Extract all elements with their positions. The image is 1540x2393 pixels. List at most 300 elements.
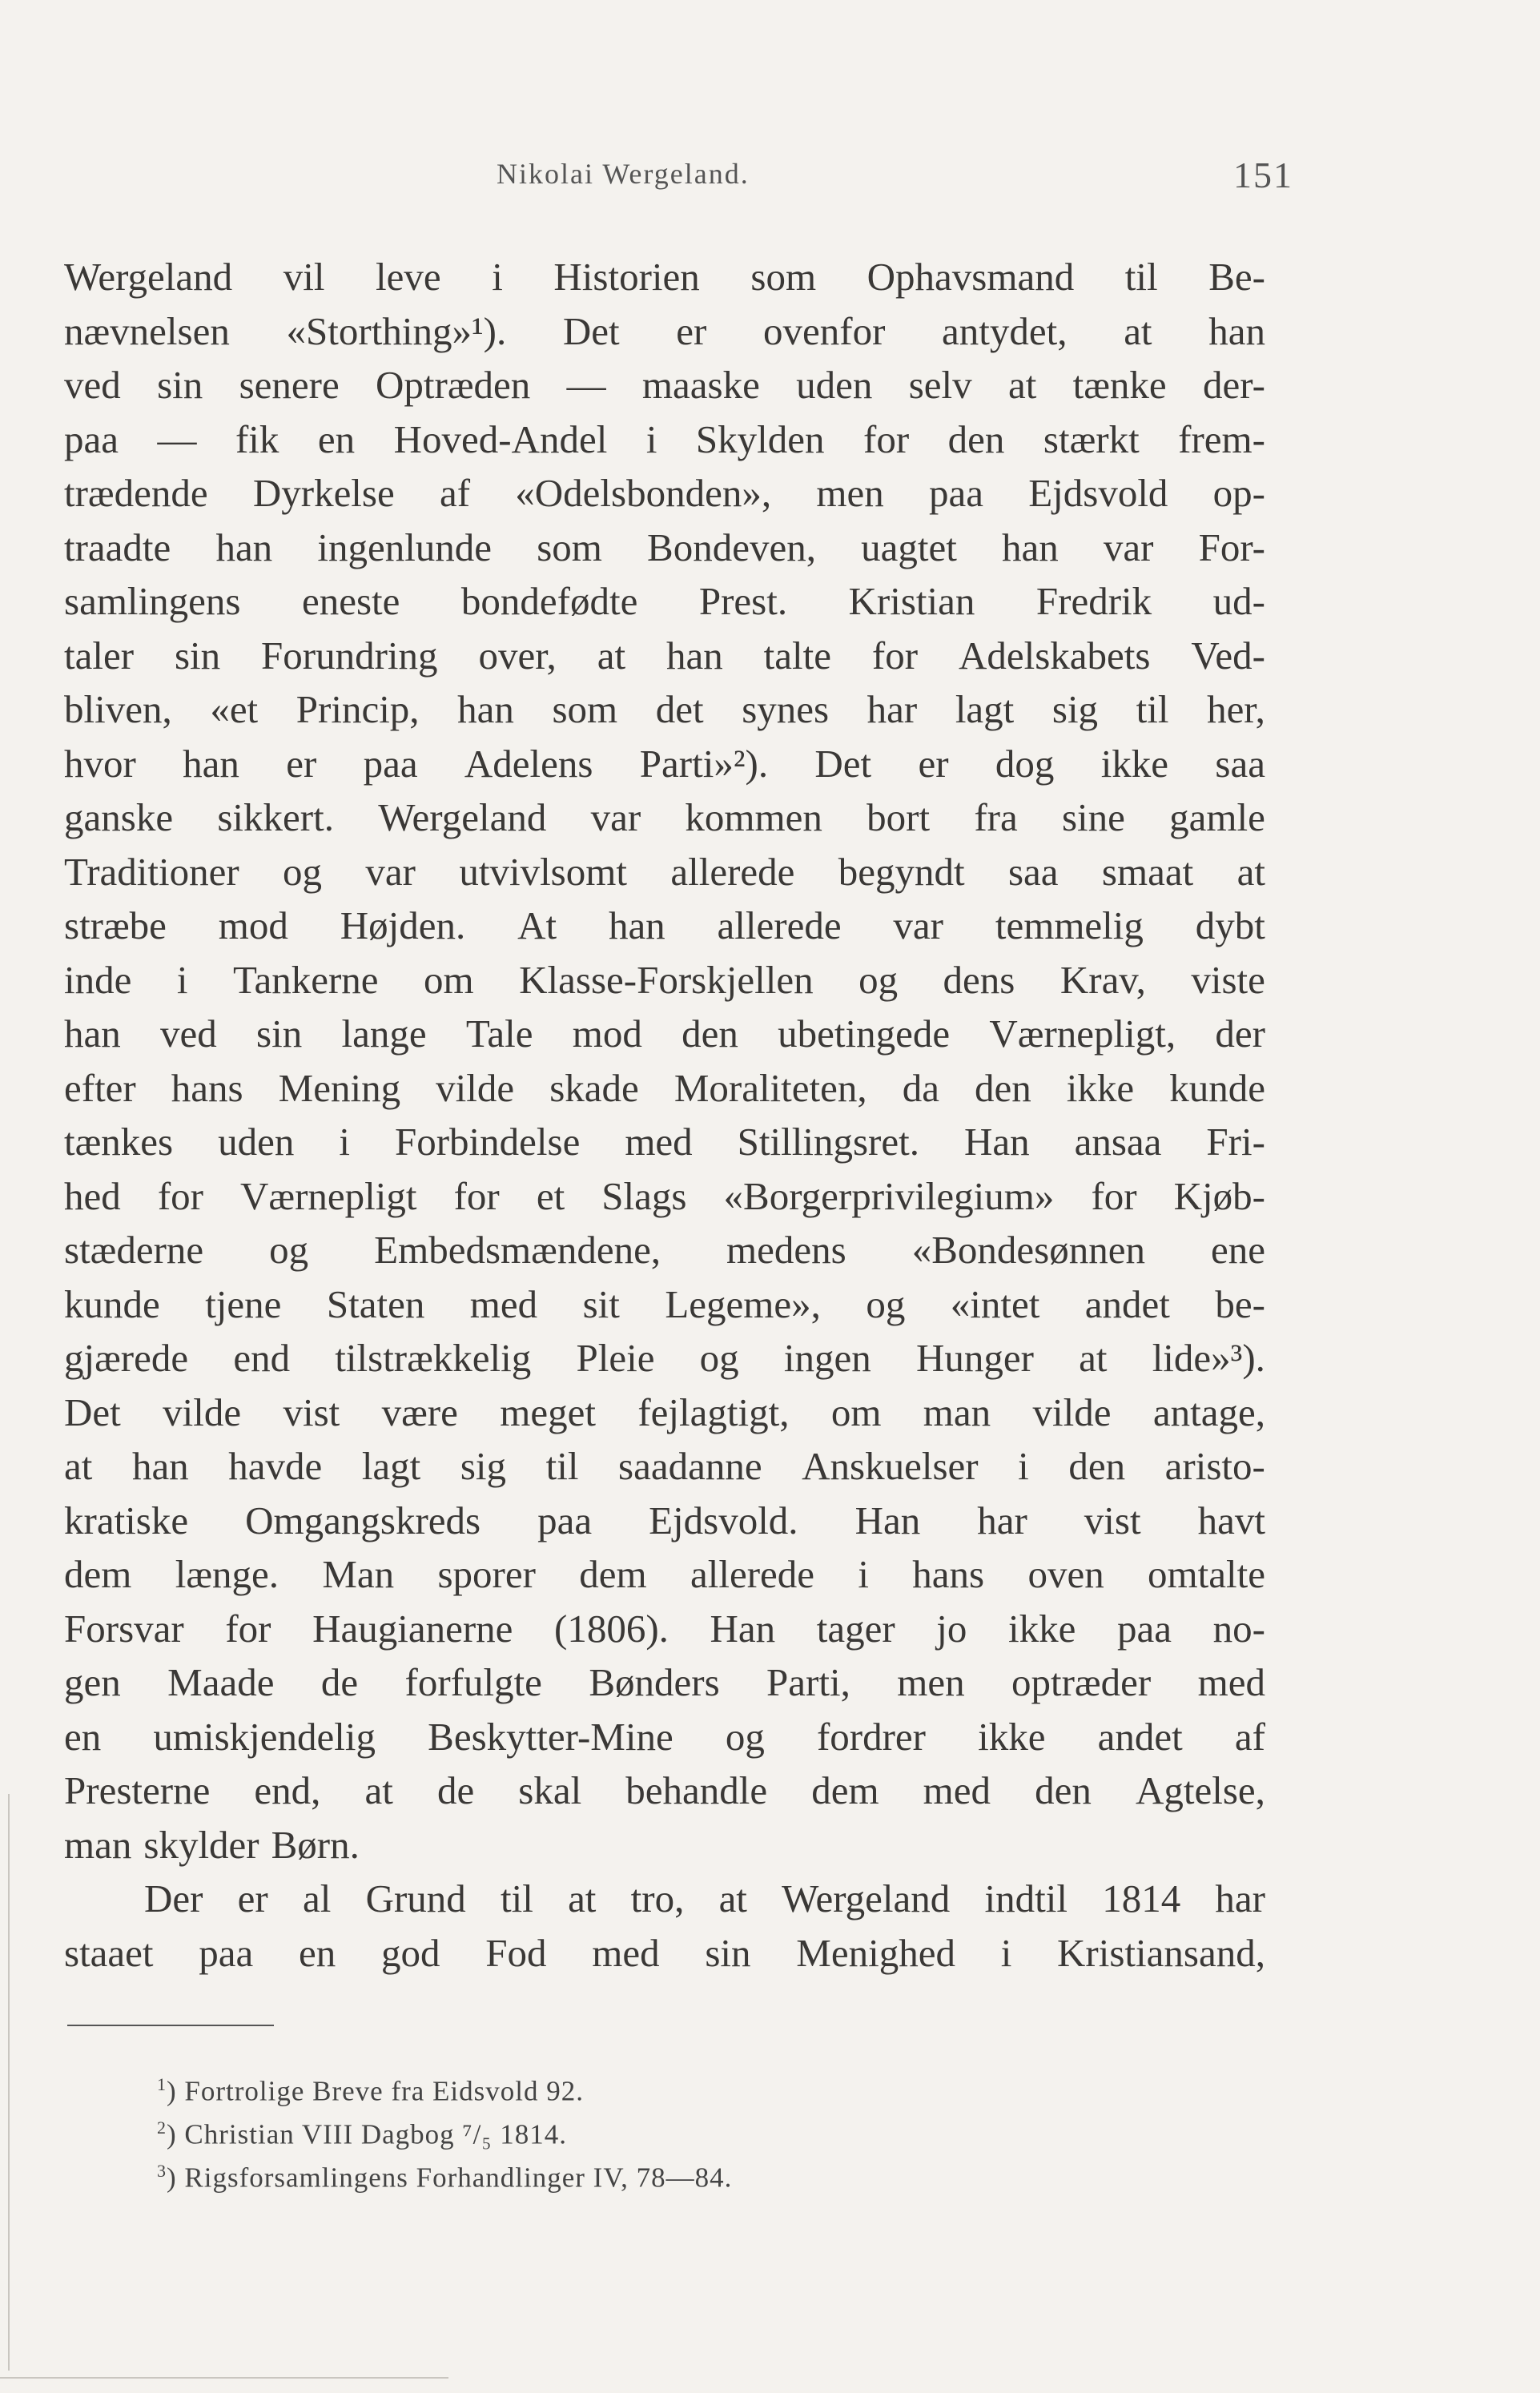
text-line (64, 1655, 1265, 1710)
edge-mark (0, 2377, 448, 2379)
word: senere (239, 363, 340, 407)
word: i (645, 416, 657, 461)
text-line (64, 1547, 1265, 1602)
word: frem- (1178, 416, 1265, 461)
word: mod (218, 903, 288, 947)
word: Han (710, 1606, 776, 1651)
word: Ophavsmand (867, 255, 1075, 299)
text-line (64, 1926, 1265, 1981)
word: «Storthing»¹). (286, 308, 507, 353)
word: At (517, 903, 557, 947)
word: i (1000, 1930, 1012, 1975)
word: uden (796, 363, 873, 407)
word: tænke (1072, 363, 1167, 407)
word: (1806). (554, 1606, 669, 1651)
word: ganske (64, 795, 174, 839)
word: sig (460, 1444, 507, 1488)
word: Haugianerne (312, 1606, 513, 1651)
word: traadte (64, 525, 171, 569)
word: der (1215, 1011, 1265, 1056)
word: sine (1061, 795, 1125, 839)
word: skal (518, 1768, 582, 1812)
word: vil (283, 255, 325, 299)
word: fra (974, 795, 1018, 839)
word: Værnepligt (240, 1173, 417, 1218)
text-line (64, 1818, 1265, 1872)
word: en (299, 1930, 336, 1975)
word: Dyrkelse (252, 471, 395, 515)
word: han (1208, 308, 1265, 353)
word: at (364, 1768, 393, 1812)
footnote-2: $^2$) Christian VIII Dagbog ⁷/₅ 1814. (157, 2118, 568, 2150)
text-line (64, 250, 1265, 304)
word: dybt (1195, 903, 1265, 947)
word: Ejdsvold. (649, 1498, 798, 1542)
word: oven (1027, 1552, 1104, 1596)
word: Tale (465, 1011, 533, 1056)
margin-mark (8, 1794, 10, 2371)
word: efter (64, 1065, 136, 1110)
text-line (64, 845, 1265, 899)
word: lagt (955, 687, 1015, 731)
word: Parti»²). (639, 741, 769, 786)
word: som (750, 255, 817, 299)
word: antage, (1152, 1390, 1265, 1434)
word: «Odelsbonden», (515, 471, 772, 515)
word: gjærede (64, 1336, 189, 1380)
word: og (269, 1228, 309, 1272)
word: Værnepligt, (989, 1011, 1176, 1056)
word: hans (912, 1552, 985, 1596)
word: den (1068, 1444, 1126, 1488)
word: her, (1207, 687, 1265, 731)
word: fik (235, 416, 279, 461)
footnotes (157, 2063, 732, 2193)
text-line (64, 1764, 1265, 1818)
word: at (568, 1876, 597, 1920)
word: paa (1117, 1606, 1172, 1651)
word: for (225, 1606, 271, 1651)
word: forfulgte (404, 1660, 542, 1704)
word: For- (1198, 525, 1265, 569)
word: paa (363, 741, 418, 786)
word: utvivlsomt (459, 849, 627, 894)
word: Han (963, 1120, 1030, 1164)
word: lide»³). (1152, 1336, 1265, 1380)
word: Forsvar (64, 1606, 184, 1651)
word: Wergeland (64, 255, 233, 299)
word: Ved- (1191, 633, 1265, 678)
word: no- (1212, 1606, 1265, 1651)
word: Staten (326, 1281, 425, 1326)
word: at (597, 633, 626, 678)
word: paa (537, 1498, 593, 1542)
text-line (64, 1169, 1265, 1224)
word: tænkes (64, 1120, 174, 1164)
word: ingen (783, 1336, 871, 1380)
word: at (1007, 363, 1037, 407)
word: Beskytter-Mine (428, 1714, 673, 1759)
word: Adelskabets (958, 633, 1151, 678)
word: han (215, 525, 273, 569)
word: uden (218, 1120, 295, 1164)
word: Wergeland (378, 795, 547, 839)
word: end (233, 1336, 291, 1380)
word: Bondeven, (647, 525, 816, 569)
word: havde (228, 1444, 323, 1488)
word: Pleie (576, 1336, 655, 1380)
text-line (64, 1331, 1265, 1386)
word: han (608, 903, 665, 947)
word: umiskjendelig (153, 1714, 376, 1759)
word: mod (572, 1011, 642, 1056)
word: vilde (1032, 1390, 1112, 1434)
word: med (923, 1768, 991, 1812)
word: Be- (1208, 255, 1265, 299)
word: talte (763, 633, 831, 678)
word: de (320, 1660, 359, 1704)
word: og (699, 1336, 739, 1380)
word: saadanne (618, 1444, 762, 1488)
word: han (64, 1011, 121, 1056)
text-line (64, 1439, 1265, 1494)
word: Historien (553, 255, 700, 299)
word: at (1124, 308, 1152, 353)
word: end, (254, 1768, 321, 1812)
word: «Bondesønnen (911, 1228, 1145, 1272)
word: at (1236, 849, 1265, 894)
word: Optræden (376, 363, 531, 407)
word: Prest. (698, 579, 788, 623)
word: med (1197, 1660, 1265, 1704)
word: al (302, 1876, 332, 1920)
word: inde (64, 957, 132, 1002)
word: man (923, 1390, 991, 1434)
word: af (1234, 1714, 1265, 1759)
word: han (666, 633, 723, 678)
word: «Borgerprivilegium» (723, 1173, 1055, 1218)
word: var (893, 903, 943, 947)
word: ingenlunde (317, 525, 493, 569)
word: Kjøb- (1173, 1173, 1265, 1218)
text-line (64, 574, 1265, 629)
word: vilde (163, 1390, 242, 1434)
text-line (64, 953, 1265, 1007)
word: han (131, 1444, 189, 1488)
word: taler (64, 633, 135, 678)
word: er (918, 741, 949, 786)
word: Der (144, 1876, 203, 1920)
word: havt (1197, 1498, 1265, 1542)
word: bliven, (64, 687, 172, 731)
word: Forbindelse (394, 1120, 581, 1164)
word: dem (579, 1552, 647, 1596)
word: at (64, 1444, 93, 1488)
footnote-3: $^3$) Rigsforsamlingens Forhandlinger IV, 78—84. (157, 2161, 733, 2194)
word: i (339, 1120, 350, 1164)
word: Princip, (296, 687, 420, 731)
word: Han (854, 1498, 921, 1542)
word: om (424, 957, 474, 1002)
word: var (590, 795, 641, 839)
word: den (1035, 1768, 1092, 1812)
word: medens (726, 1228, 846, 1272)
word: skylder (143, 1822, 259, 1867)
text-line (64, 521, 1265, 575)
word: ud- (1212, 579, 1265, 623)
word: med (592, 1930, 660, 1975)
word: ovenfor (763, 308, 886, 353)
word: Fri- (1206, 1120, 1265, 1164)
word: Slags (601, 1173, 687, 1218)
word: af (439, 471, 471, 515)
word: og (725, 1714, 765, 1759)
word: samlingens (64, 579, 241, 623)
word: ikke (1100, 741, 1169, 786)
word: dens (943, 957, 1015, 1002)
word: og (283, 849, 323, 894)
word: ene (1210, 1228, 1265, 1272)
word: i (492, 255, 503, 299)
word: Agtelse, (1135, 1768, 1265, 1812)
word: paa (199, 1930, 254, 1975)
word: Moraliteten, (673, 1065, 867, 1110)
word: synes (742, 687, 830, 731)
word: stæderne (64, 1228, 204, 1272)
word: Skylden (695, 416, 825, 461)
word: Kristian (848, 579, 975, 623)
word: kunde (64, 1281, 160, 1326)
word: Mening (278, 1065, 401, 1110)
word: maaske (641, 363, 760, 407)
word: kommen (685, 795, 822, 839)
word: Stillingsret. (737, 1120, 919, 1164)
text-line (64, 737, 1265, 791)
text-line (64, 790, 1265, 845)
word: Anskuelser (802, 1444, 979, 1488)
word: stræbe (64, 903, 167, 947)
text-line (64, 1602, 1265, 1656)
word: længe. (175, 1552, 279, 1596)
word: var (365, 849, 416, 894)
word: sit (582, 1281, 620, 1326)
word: allerede (717, 903, 842, 947)
word: sin (157, 363, 203, 407)
word: han (457, 687, 514, 731)
word: ansaa (1074, 1120, 1162, 1164)
word: antydet, (942, 308, 1068, 353)
word: er (237, 1876, 268, 1920)
footnote-mark: 2 (157, 2118, 167, 2138)
word: at (1079, 1336, 1108, 1380)
word: ved (160, 1011, 217, 1056)
word: som (537, 525, 602, 569)
word: ikke (1008, 1606, 1076, 1651)
word: omtalte (1148, 1552, 1265, 1596)
word: han (1001, 525, 1059, 569)
word: fejlagtigt, (637, 1390, 790, 1434)
word: og (858, 957, 899, 1002)
text-line (64, 682, 1265, 737)
word: en (64, 1714, 102, 1759)
word: begyndt (838, 849, 965, 894)
word: Krav, (1060, 957, 1146, 1002)
word: god (381, 1930, 440, 1975)
text-line (64, 1386, 1265, 1440)
word: Omgangskreds (245, 1498, 481, 1542)
word: et (536, 1173, 565, 1218)
running-head (0, 157, 1540, 205)
word: Traditioner (64, 849, 239, 894)
body-text (64, 250, 1265, 1980)
word: til (1124, 255, 1158, 299)
word: fordrer (816, 1714, 926, 1759)
word: eneste (301, 579, 400, 623)
word: ved (64, 363, 121, 407)
word: kratiske (64, 1498, 189, 1542)
word: for (157, 1173, 203, 1218)
word: Bønders (589, 1660, 720, 1704)
word: men (897, 1660, 965, 1704)
word: Hunger (915, 1336, 1034, 1380)
text-line (64, 1061, 1265, 1116)
word: være (381, 1390, 458, 1434)
word: den (947, 416, 1005, 461)
word: Forundring (261, 633, 438, 678)
word: behandle (625, 1768, 768, 1812)
word: til (501, 1876, 533, 1920)
word: at (718, 1876, 747, 1920)
word: tro, (630, 1876, 685, 1920)
word: trædende (64, 471, 208, 515)
word: Kristiansand, (1057, 1930, 1265, 1975)
word: Det (64, 1390, 121, 1434)
word: har (867, 687, 918, 731)
word: har (977, 1498, 1027, 1542)
word: tager (816, 1606, 895, 1651)
word: Legeme», (665, 1281, 821, 1326)
word: ubetingede (778, 1011, 951, 1056)
word: indtil (984, 1876, 1068, 1920)
word: paa (928, 471, 983, 515)
word: hvor (64, 741, 136, 786)
word: tjene (205, 1281, 282, 1326)
word: om (830, 1390, 882, 1434)
word: bondefødte (460, 579, 638, 623)
word: staaet (64, 1930, 154, 1975)
word: Ejdsvold (1028, 471, 1168, 515)
word: det (655, 687, 704, 731)
word: stærkt (1043, 416, 1140, 461)
word: en (317, 416, 356, 461)
footnote-text: Christian VIII Dagbog ⁷/₅ 1814. (184, 2118, 568, 2150)
footnote-text: Fortrolige Breve fra Eidsvold 92. (184, 2075, 585, 2107)
word: Klasse-Forskjellen (519, 957, 814, 1002)
word: Det (814, 741, 872, 786)
text-line (64, 1007, 1265, 1061)
text-line (64, 412, 1265, 467)
word: lange (341, 1011, 427, 1056)
word: og (866, 1281, 906, 1326)
word: — (157, 416, 197, 461)
text-line (64, 466, 1265, 521)
word: ikke (1066, 1065, 1135, 1110)
word: op- (1212, 471, 1265, 515)
word: Grund (365, 1876, 466, 1920)
word: Parti, (766, 1660, 850, 1704)
word: Fod (485, 1930, 547, 1975)
word: lagt (361, 1444, 421, 1488)
word: uagtet (861, 525, 957, 569)
word: Menighed (796, 1930, 955, 1975)
word: saa (1007, 849, 1059, 894)
word: skade (549, 1065, 639, 1110)
word: — (566, 363, 606, 407)
word: gen (64, 1660, 121, 1704)
word: med (469, 1281, 538, 1326)
word: med (625, 1120, 693, 1164)
page-number: 151 (1233, 155, 1293, 195)
word: Fredrik (1035, 579, 1152, 623)
word: leve (376, 255, 441, 299)
word: Tankerne (232, 957, 379, 1002)
word: i (1018, 1444, 1029, 1488)
footnote-1: $^1$) Fortrolige Breve fra Eidsvold 92. (157, 2074, 585, 2107)
word: hans (171, 1065, 243, 1110)
text-line (64, 1223, 1265, 1277)
text-line (64, 1115, 1265, 1169)
word: sig (1051, 687, 1099, 731)
word: den (682, 1011, 738, 1056)
text-line (64, 1494, 1265, 1548)
footnote-mark: 1 (157, 2074, 167, 2094)
word: er (676, 308, 707, 353)
word: bort (867, 795, 931, 839)
word: «intet (950, 1281, 1040, 1326)
word: dog (995, 741, 1055, 786)
word: jo (936, 1606, 967, 1651)
text-line (64, 629, 1265, 683)
word: over, (478, 633, 557, 678)
word: selv (908, 363, 972, 407)
word: dem (64, 1552, 132, 1596)
word: men (816, 471, 884, 515)
word: for (871, 633, 919, 678)
word: sikkert. (217, 795, 334, 839)
word: Maade (167, 1660, 275, 1704)
word: er (286, 741, 317, 786)
text-line (64, 358, 1265, 412)
text-line (64, 304, 1265, 359)
footnote-rule (67, 2025, 274, 2026)
text-line (64, 1872, 1265, 1926)
word: der- (1203, 363, 1265, 407)
word: Børn. (271, 1822, 360, 1867)
word: for (453, 1173, 500, 1218)
word: andet (1097, 1714, 1183, 1759)
word: man (64, 1822, 132, 1867)
word: Wergeland (782, 1876, 951, 1920)
word: optræder (1011, 1660, 1152, 1704)
word: Embedsmændene, (374, 1228, 661, 1272)
word: den (975, 1065, 1031, 1110)
word: andet (1084, 1281, 1170, 1326)
footnote-mark: 3 (157, 2161, 167, 2181)
word: viste (1191, 957, 1265, 1002)
running-title: Nikolai Wergeland. (497, 158, 750, 190)
word: kunde (1169, 1065, 1265, 1110)
word: allerede (690, 1552, 815, 1596)
